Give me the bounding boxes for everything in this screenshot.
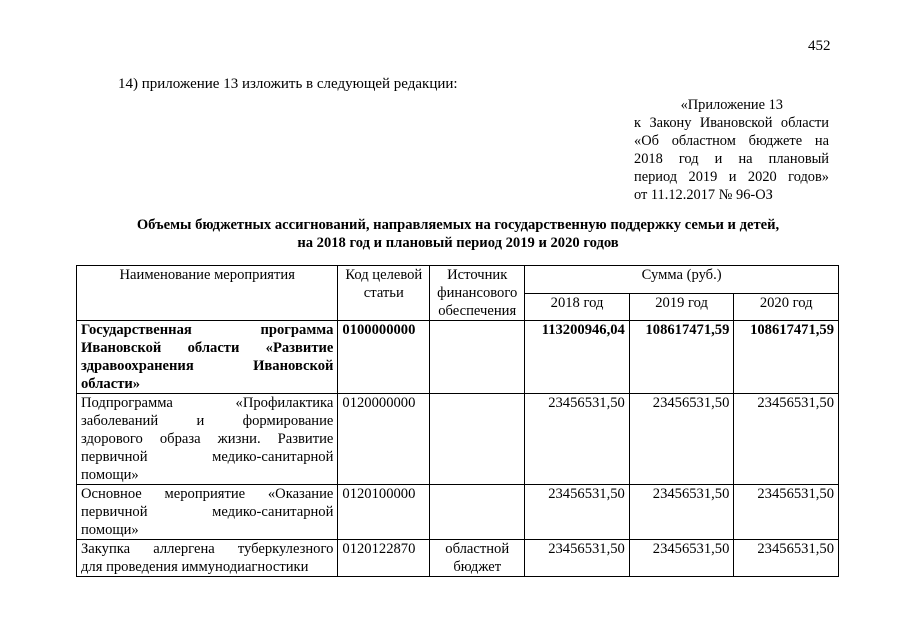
row-name: Основное мероприятие «Оказание первичной медико-санитарной помощи» [77,485,338,540]
title-line-1: Объемы бюджетных ассигнований, направляемых на государственную поддержку семьи и детей, [136,217,780,233]
row-2018: 23456531,50 [525,394,630,485]
table-row [77,540,839,577]
row-source [430,485,525,540]
row-2019: 108617471,59 [629,321,734,394]
row-source: областной бюджет [430,540,525,577]
row-2020: 23456531,50 [734,485,839,540]
header-2018: 2018 год [525,293,630,321]
table-header-row [77,266,839,294]
row-code: 0100000000 [338,321,430,394]
row-2018: 23456531,50 [525,540,630,577]
table-row [77,485,839,540]
appendix-reference [634,96,829,204]
appendix-line: к Закону Ивановской области [634,115,829,131]
row-2019: 23456531,50 [629,485,734,540]
row-2018: 23456531,50 [525,485,630,540]
header-code: Код целевой статьи [338,266,430,321]
table-row [77,394,839,485]
header-sum: Сумма (руб.) [525,266,839,294]
row-2018: 113200946,04 [525,321,630,394]
header-2019: 2019 год [629,293,734,321]
row-source [430,321,525,394]
row-name: Закупка аллергена туберкулезного для проведения иммунодиагностики [77,540,338,577]
budget-table [76,265,839,577]
row-2019: 23456531,50 [629,540,734,577]
row-code: 0120122870 [338,540,430,577]
appendix-line: «Приложение 13 [680,97,783,113]
row-2020: 23456531,50 [734,540,839,577]
header-2020: 2020 год [734,293,839,321]
row-2020: 108617471,59 [734,321,839,394]
document-title [76,216,840,252]
row-source [430,394,525,485]
appendix-line: «Об областном бюджете на [634,133,829,149]
row-name: Государственная программа Ивановской области «Развитие здравоохранения Ивановской области» [77,321,338,394]
appendix-line: период 2019 и 2020 годов» [634,169,829,185]
row-name: Подпрограмма «Профилактика заболеваний и формирование здорового образа жизни. Развитие первичной медико-санитарной помощи» [77,394,338,485]
row-2019: 23456531,50 [629,394,734,485]
row-2020: 23456531,50 [734,394,839,485]
intro-text: 14) приложение 13 изложить в следующей редакции: [118,76,458,92]
table-row [77,321,839,394]
header-name: Наименование мероприятия [77,266,338,321]
appendix-line: 2018 год и на плановый [634,151,829,167]
appendix-line: от 11.12.2017 № 96-ОЗ [634,187,773,203]
row-code: 0120100000 [338,485,430,540]
row-code: 0120000000 [338,394,430,485]
title-line-2: на 2018 год и плановый период 2019 и 2020 годов [297,235,619,251]
header-source: Источник финансового обеспечения [430,266,525,321]
page-number: 452 [808,38,831,54]
